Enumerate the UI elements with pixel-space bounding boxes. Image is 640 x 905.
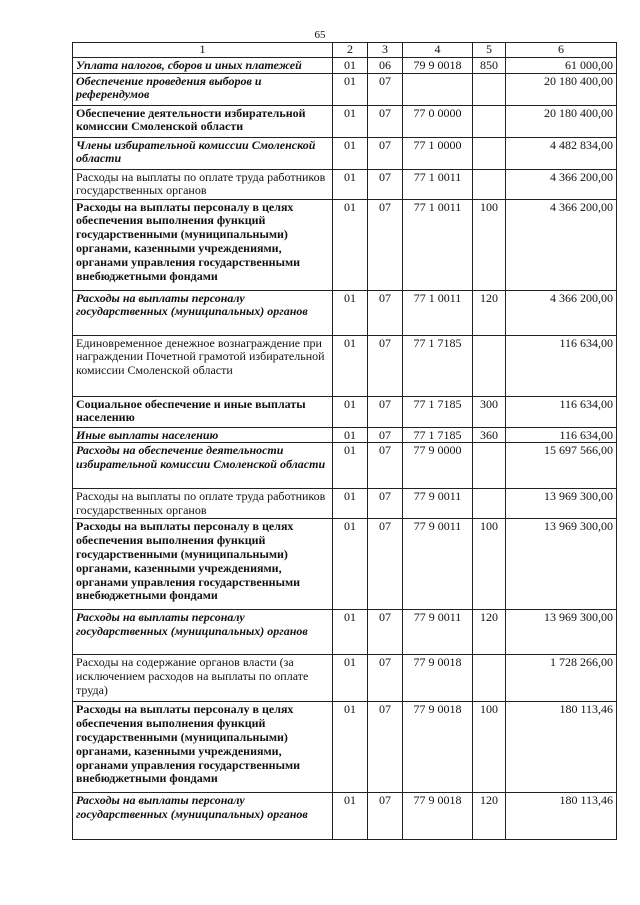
row-name-cell: Обеспечение проведения выборов и референдумов (73, 73, 333, 105)
row-section-cell: 01 (333, 335, 368, 396)
row-amount-cell: 1 728 266,00 (506, 655, 617, 702)
row-target-article-cell: 77 1 7185 (403, 427, 473, 443)
row-amount-cell: 13 969 300,00 (506, 610, 617, 655)
row-subsection-cell: 07 (368, 489, 403, 519)
row-expense-type-cell: 100 (473, 199, 506, 290)
row-name-cell: Иные выплаты населению (73, 427, 333, 443)
row-target-article-cell: 77 1 0011 (403, 199, 473, 290)
row-target-article-cell: 77 9 0000 (403, 443, 473, 489)
row-amount-cell: 116 634,00 (506, 396, 617, 427)
row-amount-cell: 4 366 200,00 (506, 199, 617, 290)
row-name-cell: Расходы на выплаты персоналу в целях обеспечения выполнения функций государственными (муниципальными) органами, казенными учреждениями, органами управления государственными внебюджетными фондами (73, 199, 333, 290)
table-row (73, 793, 617, 840)
header-col-3: 3 (368, 43, 403, 58)
table-row (73, 396, 617, 427)
row-name-cell: Расходы на выплаты по оплате труда работников государственных органов (73, 169, 333, 199)
row-target-article-cell: 77 1 7185 (403, 396, 473, 427)
row-subsection-cell: 07 (368, 793, 403, 840)
row-amount-cell: 15 697 566,00 (506, 443, 617, 489)
row-section-cell: 01 (333, 137, 368, 169)
row-subsection-cell: 07 (368, 396, 403, 427)
table-row (73, 655, 617, 702)
row-section-cell: 01 (333, 489, 368, 519)
budget-table (72, 42, 617, 840)
row-subsection-cell: 07 (368, 199, 403, 290)
row-section-cell: 01 (333, 702, 368, 793)
row-target-article-cell: 77 1 0011 (403, 169, 473, 199)
table-row (73, 73, 617, 105)
row-subsection-cell: 07 (368, 655, 403, 702)
table-row (73, 105, 617, 137)
row-target-article-cell: 77 0 0000 (403, 105, 473, 137)
row-expense-type-cell (473, 73, 506, 105)
table-header (73, 43, 617, 58)
row-section-cell: 01 (333, 519, 368, 610)
header-col-6: 6 (506, 43, 617, 58)
header-col-2: 2 (333, 43, 368, 58)
row-target-article-cell: 77 1 0011 (403, 290, 473, 335)
row-subsection-cell: 06 (368, 57, 403, 73)
table-row (73, 427, 617, 443)
row-name-cell: Расходы на выплаты персоналу государственных (муниципальных) органов (73, 610, 333, 655)
row-name-cell: Члены избирательной комиссии Смоленской области (73, 137, 333, 169)
row-section-cell: 01 (333, 169, 368, 199)
row-amount-cell: 20 180 400,00 (506, 105, 617, 137)
table-row (73, 137, 617, 169)
row-subsection-cell: 07 (368, 519, 403, 610)
table-row (73, 702, 617, 793)
row-target-article-cell: 77 9 0011 (403, 519, 473, 610)
row-amount-cell: 61 000,00 (506, 57, 617, 73)
page-number: 65 (314, 29, 326, 41)
row-name-cell: Единовременное денежное вознаграждение при награждении Почетной грамотой избирательной комиссии Смоленской области (73, 335, 333, 396)
row-expense-type-cell: 850 (473, 57, 506, 73)
header-col-5: 5 (473, 43, 506, 58)
row-target-article-cell: 77 9 0018 (403, 702, 473, 793)
table-row (73, 290, 617, 335)
row-amount-cell: 13 969 300,00 (506, 489, 617, 519)
row-amount-cell: 180 113,46 (506, 702, 617, 793)
row-expense-type-cell: 360 (473, 427, 506, 443)
row-target-article-cell: 77 1 7185 (403, 335, 473, 396)
row-amount-cell: 4 366 200,00 (506, 169, 617, 199)
row-section-cell: 01 (333, 443, 368, 489)
row-expense-type-cell (473, 137, 506, 169)
row-name-cell: Расходы на выплаты персоналу в целях обеспечения выполнения функций государственными (муниципальными) органами, казенными учреждениями, органами управления государственными внебюджетными фондами (73, 702, 333, 793)
row-name-cell: Социальное обеспечение и иные выплаты населению (73, 396, 333, 427)
row-section-cell: 01 (333, 105, 368, 137)
row-amount-cell: 4 366 200,00 (506, 290, 617, 335)
row-expense-type-cell (473, 655, 506, 702)
row-target-article-cell: 77 9 0011 (403, 610, 473, 655)
row-subsection-cell: 07 (368, 73, 403, 105)
row-section-cell: 01 (333, 655, 368, 702)
row-name-cell: Расходы на выплаты по оплате труда работников государственных органов (73, 489, 333, 519)
row-expense-type-cell: 120 (473, 793, 506, 840)
row-amount-cell: 116 634,00 (506, 427, 617, 443)
row-section-cell: 01 (333, 396, 368, 427)
table-body (73, 57, 617, 840)
row-target-article-cell: 77 9 0011 (403, 489, 473, 519)
row-subsection-cell: 07 (368, 443, 403, 489)
row-target-article-cell: 77 9 0018 (403, 655, 473, 702)
table-row (73, 199, 617, 290)
row-expense-type-cell: 300 (473, 396, 506, 427)
table-row (73, 335, 617, 396)
row-target-article-cell: 77 9 0018 (403, 793, 473, 840)
table-row (73, 169, 617, 199)
row-name-cell: Уплата налогов, сборов и иных платежей (73, 57, 333, 73)
row-amount-cell: 4 482 834,00 (506, 137, 617, 169)
row-subsection-cell: 07 (368, 335, 403, 396)
row-subsection-cell: 07 (368, 137, 403, 169)
row-target-article-cell (403, 73, 473, 105)
row-subsection-cell: 07 (368, 169, 403, 199)
table-row (73, 57, 617, 73)
row-target-article-cell: 79 9 0018 (403, 57, 473, 73)
row-section-cell: 01 (333, 610, 368, 655)
row-expense-type-cell: 120 (473, 610, 506, 655)
row-subsection-cell: 07 (368, 702, 403, 793)
table-row (73, 519, 617, 610)
row-section-cell: 01 (333, 57, 368, 73)
row-amount-cell: 116 634,00 (506, 335, 617, 396)
row-amount-cell: 13 969 300,00 (506, 519, 617, 610)
row-expense-type-cell: 100 (473, 702, 506, 793)
row-expense-type-cell (473, 443, 506, 489)
row-name-cell: Расходы на содержание органов власти (за исключением расходов на выплаты по оплате труда) (73, 655, 333, 702)
row-name-cell: Расходы на выплаты персоналу в целях обеспечения выполнения функций государственными (муниципальными) органами, казенными учреждениями, органами управления государственными внебюджетными фондами (73, 519, 333, 610)
row-section-cell: 01 (333, 73, 368, 105)
table-row (73, 610, 617, 655)
row-subsection-cell: 07 (368, 105, 403, 137)
row-name-cell: Обеспечение деятельности избирательной комиссии Смоленской области (73, 105, 333, 137)
header-col-4: 4 (403, 43, 473, 58)
row-expense-type-cell (473, 105, 506, 137)
row-expense-type-cell (473, 335, 506, 396)
row-section-cell: 01 (333, 199, 368, 290)
row-name-cell: Расходы на выплаты персоналу государственных (муниципальных) органов (73, 793, 333, 840)
row-amount-cell: 20 180 400,00 (506, 73, 617, 105)
row-expense-type-cell (473, 489, 506, 519)
row-expense-type-cell (473, 169, 506, 199)
table-row (73, 443, 617, 489)
row-subsection-cell: 07 (368, 427, 403, 443)
header-row (73, 43, 617, 58)
row-expense-type-cell: 100 (473, 519, 506, 610)
row-section-cell: 01 (333, 793, 368, 840)
row-name-cell: Расходы на обеспечение деятельности избирательной комиссии Смоленской области (73, 443, 333, 489)
row-section-cell: 01 (333, 290, 368, 335)
row-name-cell: Расходы на выплаты персоналу государственных (муниципальных) органов (73, 290, 333, 335)
row-expense-type-cell: 120 (473, 290, 506, 335)
row-amount-cell: 180 113,46 (506, 793, 617, 840)
row-target-article-cell: 77 1 0000 (403, 137, 473, 169)
row-subsection-cell: 07 (368, 610, 403, 655)
table-row (73, 489, 617, 519)
row-section-cell: 01 (333, 427, 368, 443)
row-subsection-cell: 07 (368, 290, 403, 335)
header-col-1: 1 (73, 43, 333, 58)
